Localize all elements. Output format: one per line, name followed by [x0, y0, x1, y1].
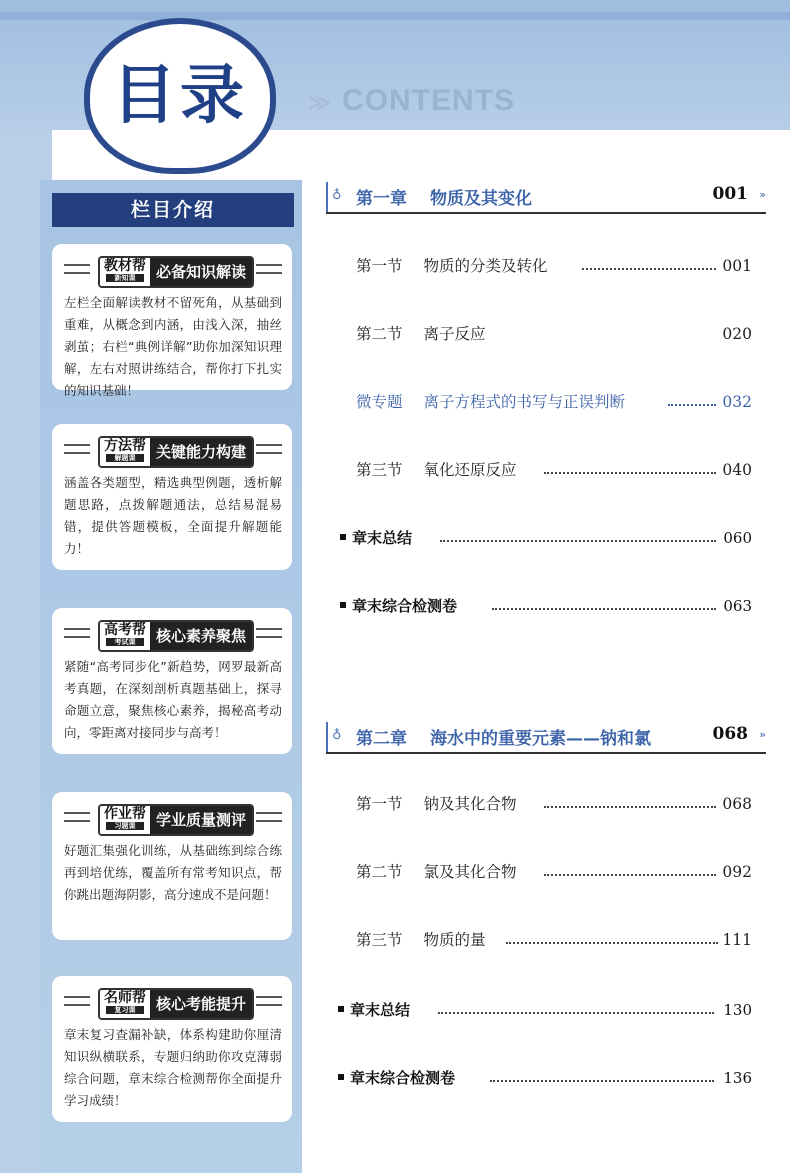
test-page: 063: [723, 597, 752, 615]
section-page: 040: [722, 461, 752, 479]
card-body: 紧随“高考同步化”新趋势，网罗最新高考真题，在深刻剖析真题基础上，探寻命题立意，聚焦核心素养，揭秘高考动向，零距离对接同步与高考！: [64, 659, 282, 740]
card-sub: 新知课: [106, 274, 144, 282]
intro-card-gaokao: [52, 608, 292, 754]
card-body: 左栏全面解读教材不留死角，从基础到重难，从概念到内涵，由浅入深，抽丝剥茧；右栏“典例详解”助你加深知识理解，左右对照讲练结合，帮你打下扎实的知识基础！: [64, 295, 282, 398]
card-label: 核心考能提升: [150, 990, 252, 1018]
intro-card-mingshi: [52, 976, 292, 1122]
section-title: 离子方程式的书写与正误判断: [423, 393, 625, 411]
toc-chapter-2[interactable]: [326, 722, 766, 754]
section-title: 氯及其化合物: [423, 863, 517, 881]
toc-section-2-2[interactable]: [356, 860, 752, 884]
toc-section-1-3[interactable]: [356, 458, 752, 482]
card-label-pill: [98, 256, 254, 288]
toc-special-topic[interactable]: [356, 390, 752, 414]
bullet-icon: [338, 1074, 344, 1080]
page-title: 目录: [112, 59, 248, 133]
section-number: 第三节: [356, 931, 403, 949]
double-arrow-icon: ≫: [308, 90, 333, 115]
title-badge: [84, 18, 276, 174]
chapter-page: 001: [712, 184, 748, 204]
bullet-icon: [340, 534, 346, 540]
test-page: 136: [723, 1069, 752, 1087]
card-label-pill: [98, 988, 254, 1020]
section-page: 020: [722, 325, 752, 343]
toc-section-1-2[interactable]: [356, 322, 752, 346]
section-title: 氧化还原反应: [423, 461, 517, 479]
section-page: 068: [722, 795, 752, 813]
bullet-icon: [340, 602, 346, 608]
card-name: 名师帮: [104, 990, 146, 1006]
chapter-page: 068: [712, 724, 748, 744]
card-sub: 习题课: [106, 822, 144, 830]
bullet-icon: [338, 1006, 344, 1012]
section-number: 第二节: [356, 863, 403, 881]
chapter-number: 第一章: [356, 189, 407, 209]
card-body: 章末复习查漏补缺，体系构建助你厘清知识纵横联系，专题归纳助你攻克薄弱综合问题，章末综合检测帮你全面提升学习成绩！: [64, 1027, 282, 1108]
card-sub: 解题课: [106, 454, 144, 462]
card-label: 关键能力构建: [150, 438, 252, 466]
card-name: 高考帮: [104, 622, 146, 638]
card-label: 核心素养聚焦: [150, 622, 252, 650]
card-label: 必备知识解读: [150, 258, 252, 286]
chapter-title: 物质及其变化: [430, 189, 532, 209]
toc-section-1-1[interactable]: [356, 254, 752, 278]
summary-page: 130: [723, 1001, 752, 1019]
card-label: 学业质量测评: [150, 806, 252, 834]
section-page: 032: [722, 393, 752, 411]
contents-word: CONTENTS: [342, 84, 516, 117]
section-page: 111: [722, 931, 752, 949]
section-title: 钠及其化合物: [423, 795, 517, 813]
card-label-pill: [98, 436, 254, 468]
summary-label: 章末总结: [352, 529, 413, 547]
card-sub: 考试课: [106, 638, 144, 646]
card-label-pill: [98, 620, 254, 652]
section-page: 092: [722, 863, 752, 881]
section-number: 第一节: [356, 257, 403, 275]
card-body: 涵盖各类题型，精选典型例题，透析解题思路，点拨解题通法，总结易混易错，提供答题模板，全面提升解题能力！: [64, 475, 282, 556]
card-name: 教材帮: [104, 258, 146, 274]
card-name: 方法帮: [104, 438, 146, 454]
toc-test-2[interactable]: [338, 1066, 752, 1090]
card-sub: 复习课: [106, 1006, 144, 1014]
intro-card-jiaocai: [52, 244, 292, 398]
section-number: 微专题: [356, 393, 403, 411]
card-body: 好题汇集强化训练，从基础练到综合练再到培优练，覆盖所有常考知识点，帮你跳出题海阴影，高分速成不是问题！: [64, 843, 282, 902]
toc-chapter-1[interactable]: [326, 182, 766, 214]
contents-heading: [308, 84, 515, 118]
chevron-icon: »: [759, 728, 766, 741]
summary-label: 章末总结: [350, 1001, 411, 1019]
section-title: 物质的量: [423, 931, 486, 949]
section-number: 第二节: [356, 325, 403, 343]
bulb-icon: ♁: [332, 188, 342, 203]
card-name: 作业帮: [104, 806, 146, 822]
test-label: 章末综合检测卷: [352, 597, 458, 615]
intro-card-zuoye: [52, 792, 292, 940]
chevron-icon: »: [759, 188, 766, 201]
section-number: 第一节: [356, 795, 403, 813]
chapter-number: 第二章: [356, 729, 407, 749]
card-label-pill: [98, 804, 254, 836]
toc-summary-1[interactable]: [340, 526, 752, 550]
section-title: 物质的分类及转化: [423, 257, 548, 275]
summary-page: 060: [723, 529, 752, 547]
test-label: 章末综合检测卷: [350, 1069, 456, 1087]
sidebar-tab: 栏目介绍: [52, 193, 294, 227]
section-number: 第三节: [356, 461, 403, 479]
intro-card-fangfa: [52, 424, 292, 570]
toc-section-2-1[interactable]: [356, 792, 752, 816]
toc-test-1[interactable]: [340, 594, 752, 618]
toc-summary-2[interactable]: [338, 998, 752, 1022]
bulb-icon: ♁: [332, 728, 342, 743]
section-title: 离子反应: [423, 325, 486, 343]
header-stripe: [0, 12, 790, 20]
section-page: 001: [722, 257, 752, 275]
toc-section-2-3[interactable]: [356, 928, 752, 952]
chapter-title: 海水中的重要元素——钠和氯: [430, 729, 651, 749]
